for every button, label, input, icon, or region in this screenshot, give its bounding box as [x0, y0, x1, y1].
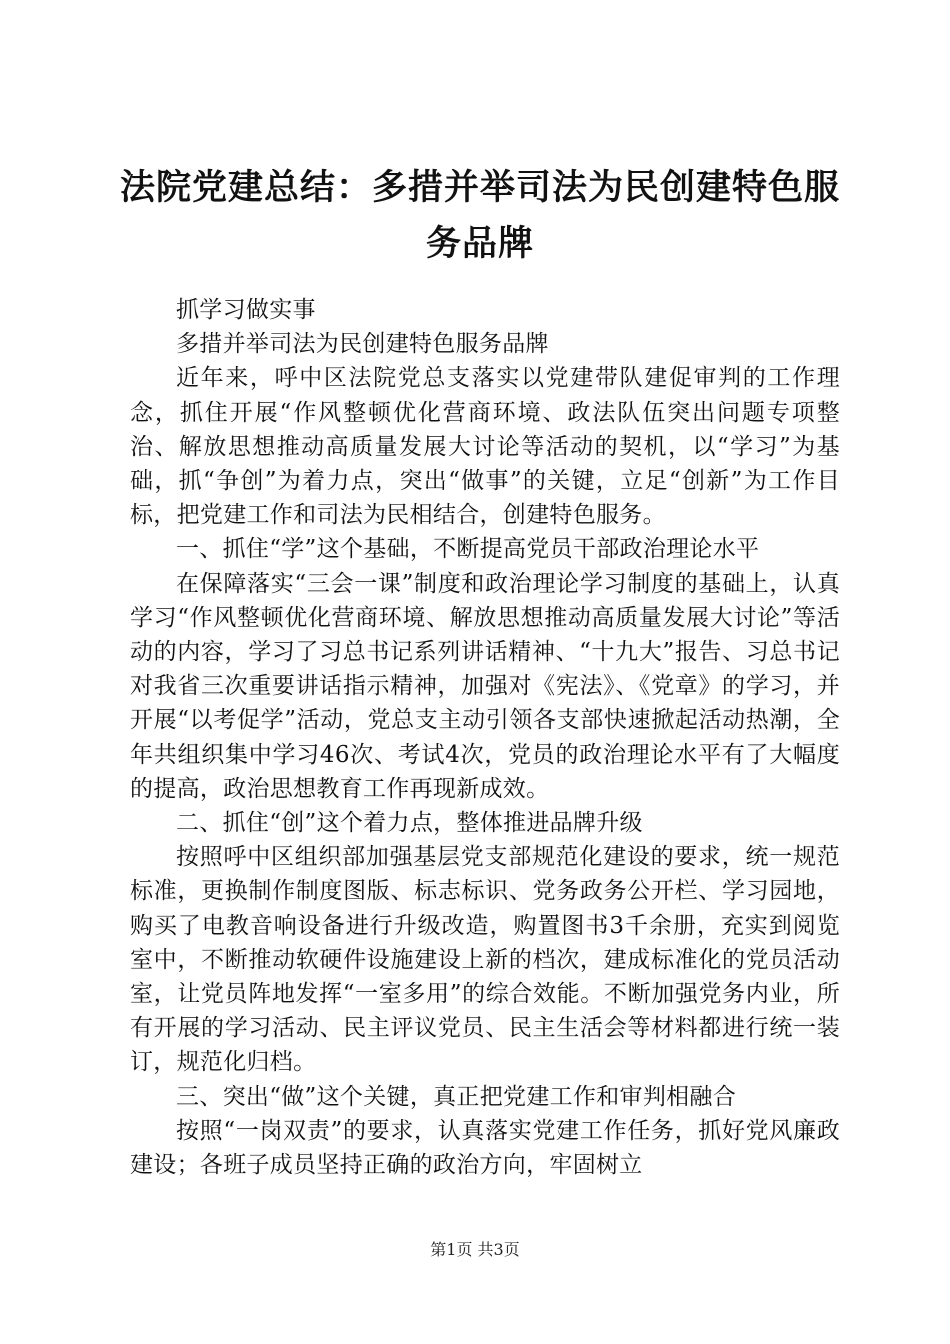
- document-title: 法院党建总结：多措并举司法为民创建特色服务品牌: [119, 168, 840, 264]
- page-footer: 第1页 共3页: [430, 1240, 520, 1259]
- paragraph: 按照“一岗双责”的要求，认真落实党建工作任务，抓好党风廉政建设；各班子成员坚持正确的政治方向，牢固树立: [130, 1117, 840, 1179]
- section-heading: 三、突出“做”这个关键，真正把党建工作和审判相融合: [176, 1083, 737, 1110]
- document-body: [130, 293, 840, 1182]
- paragraph: 近年来，呼中区法院党总支落实以党建带队建促审判的工作理念，抓住开展“作风整顿优化营商环境、政法队伍突出问题专项整治、解放思想推动高质量发展大讨论等活动的契机，以“学习”为基础，抓“争创”为着力点，突出“做事”的关键，立足“创新”为工作目标，把党建工作和司法为民相结合，创建特色服务。: [130, 365, 840, 529]
- paragraph: 多措并举司法为民创建特色服务品牌: [176, 331, 549, 358]
- paragraph: 在保障落实“三会一课”制度和政治理论学习制度的基础上，认真学习“作风整顿优化营商环境、解放思想推动高质量发展大讨论”等活动的内容，学习了习总书记系列讲话精神、“十九大”报告、习总书记对我省三次重要讲话指示精神，加强对《宪法》、《党章》的学习，并开展“以考促学”活动，党总支主动引领各支部快速掀起活动热潮，全年共组织集中学习46次、考试4次，党员的政治理论水平有了大幅度的提高，政治思想教育工作再现新成效。: [130, 570, 840, 802]
- paragraph: 按照呼中区组织部加强基层党支部规范化建设的要求，统一规范标准，更换制作制度图版、标志标识、党务政务公开栏、学习园地，购买了电教音响设备进行升级改造，购置图书3千余册，充实到阅览室中，不断推动软硬件设施建设上新的档次，建成标准化的党员活动室，让党员阵地发挥“一室多用”的综合效能。不断加强党务内业，所有开展的学习活动、民主评议党员、民主生活会等材料都进行统一装订，规范化归档。: [130, 844, 840, 1076]
- section-heading: 一、抓住“学”这个基础，不断提高党员干部政治理论水平: [176, 536, 760, 563]
- paragraph: 抓学习做实事: [176, 297, 316, 323]
- section-heading: 二、抓住“创”这个着力点，整体推进品牌升级: [176, 810, 643, 837]
